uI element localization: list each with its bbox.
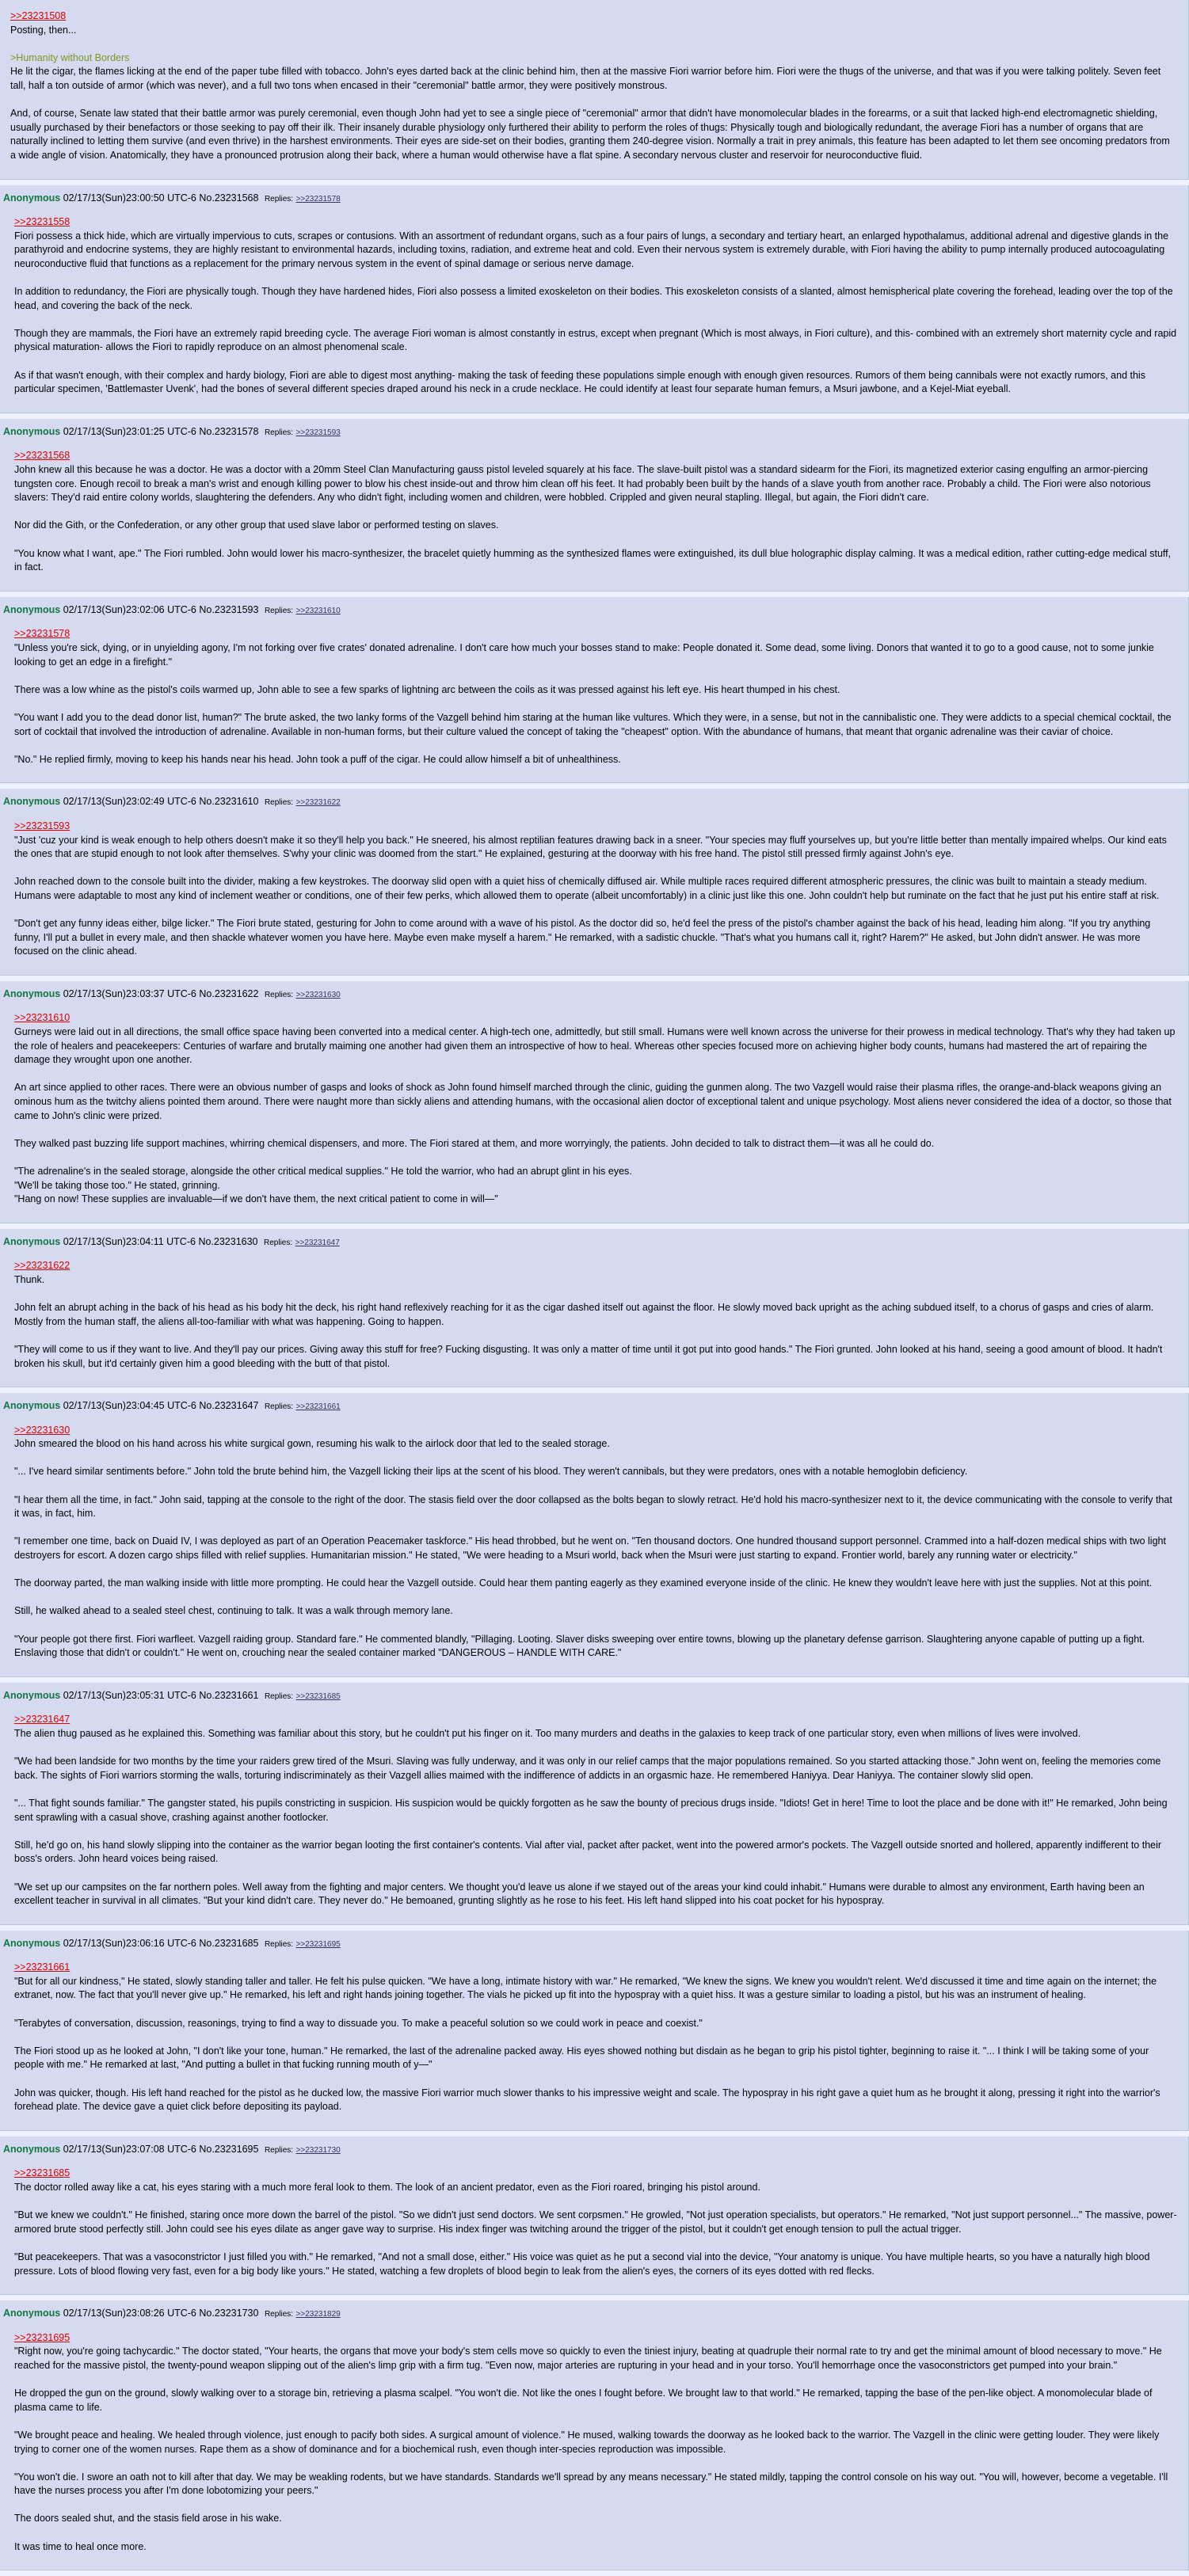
post — [0, 1229, 1189, 1387]
post-datetime: 02/17/13(Sun)23:04:45 UTC-6 — [63, 1400, 196, 1412]
post-paragraph: The Fiori stood up as he looked at John, "I don't like your tone, human." He remarked, the last of the adrenaline packed away. His eyes showed nothing but disdain as he began to grip his pistol tighter, beginning to raise it. "... I think I will be taking some of your people with me." He remarked at last, "And putting a bullet in that fucking running mouth of y—" — [14, 2045, 1149, 2071]
post-datetime: 02/17/13(Sun)23:03:37 UTC-6 — [63, 987, 196, 999]
post-datetime: 02/17/13(Sun)23:02:06 UTC-6 — [63, 603, 196, 615]
replies-label: Replies: — [264, 1939, 294, 1949]
post-number: No.23231730 — [199, 2308, 259, 2319]
poster-name: Anonymous — [3, 1235, 61, 1247]
post-header — [3, 603, 1177, 618]
post-header — [3, 1399, 1177, 1414]
quote-link[interactable]: >>23231685 — [14, 2167, 71, 2179]
quote-link[interactable]: >>23231661 — [14, 1961, 71, 1973]
replies-label: Replies: — [264, 2310, 294, 2319]
post-paragraph: Gurneys were laid out in all directions, the small office space having been converted into a medical center. A high-tech one, admittedly, but still small. Humans were well known across the universe for their prowess in medical technology. That's why they had taken up the role of healers and peacekeepers: Centuries of warfare and brutally maiming one another had given them an introspective of how to heal. Whereas other species focused more on achieving higher body counts, humans had mastered the art of repairing the damage they wrought upon one another. — [14, 1026, 1176, 1066]
post-line — [14, 2045, 1177, 2072]
post-line — [14, 519, 1177, 533]
post — [0, 981, 1189, 1223]
reply-backlink[interactable]: >>23231593 — [295, 428, 341, 437]
reply-backlink[interactable]: >>23231685 — [295, 1691, 341, 1701]
post-line — [14, 2471, 1177, 2498]
post-line — [14, 1081, 1177, 1123]
post-line — [14, 1301, 1177, 1329]
post-paragraph: Fiori possess a thick hide, which are virtually impervious to cuts, scrapes or contusions. With an assortment of redundant organs, such as a four pairs of lungs, a secondary and tertiary heart, an enlarged hypothalamus, additional adrenal and digestive glands in the parathyroid and endocrine systems, they are highly resistant to environmental hazards, including toxins, radiation, and extreme heat and cold. Even their nervous system is extremely durable, with Fiori having the ability to pump internally produced autocoagulating neuroconductive fluid that functions as a replacement for the primary nervous system in the event of spinal damage or serious nerve damage. — [14, 230, 1169, 269]
post-line — [14, 1604, 1177, 1619]
replies-label: Replies: — [264, 606, 294, 615]
post-line — [14, 1259, 1177, 1273]
post-line — [14, 547, 1177, 575]
post-line — [10, 65, 1177, 93]
post-line — [14, 1165, 1177, 1179]
quote-link[interactable]: >>23231578 — [14, 628, 71, 640]
post-line — [14, 1424, 1177, 1438]
poster-name: Anonymous — [3, 603, 61, 615]
post-paragraph: "Unless you're sick, dying, or in unyielding agony, I'm not forking over five crates' donated adrenaline. I don't care how much your bosses stand to make: People donated it. Some dead, some living. Donors that wanted it to go to a good cause, not to some junkie looking to get an edge in a firefight." — [14, 641, 1154, 668]
reply-backlink[interactable]: >>23231630 — [295, 990, 341, 999]
post-paragraph: An art since applied to other races. There were an obvious number of gasps and looks of shock as John found himself marched through the clinic, guiding the gunmen along. The two Vazgell would raise their plasma rifles, the orange-and-black weapons giving an ominous hum as the twitchy aliens pointed them around. There were naught more than sickly aliens and attending humans, with the occasional alien doctor of exceptional talent and unique psychology. Most aliens never considered the idea of a doctor, so those that came to John's clinic were prized. — [14, 1082, 1172, 1121]
post-header — [3, 987, 1177, 1003]
post-line — [14, 1881, 1177, 1908]
reply-backlink[interactable]: >>23231695 — [295, 1939, 341, 1949]
post-line — [14, 820, 1177, 834]
poster-name: Anonymous — [3, 1400, 61, 1412]
post-line — [14, 1193, 1177, 1207]
reply-backlink[interactable]: >>23231829 — [295, 2310, 341, 2319]
post-line — [14, 1961, 1177, 1975]
post-line — [14, 1797, 1177, 1825]
post-paragraph: "But peacekeepers. That was a vasoconstrictor I just filled you with." He remarked, "And not a small dose, either." His voice was quiet as he put a second vial into the device, "Your anatomy is unique. You have multiple hearts, so you have a naturally high blood pressure. Lots of blood flowing very fast, even for a big body like yours." He stated, watching a few droplets of blood begin to leak from the alien's eyes, the corners of its eyes dotted with red flecks. — [14, 2251, 1150, 2277]
replies-label: Replies: — [264, 990, 294, 999]
post-line — [14, 683, 1177, 698]
post-paragraph: "We had been landside for two months by the time your raiders grew tired of the Msuri. Slaving was fully underway, and it was only in our relief camps that the major populations remained. So you started attacking those." John went on, feeling the memories come back. The sights of Fiori warriors storming the walls, torturing indiscriminately as their Vazgell allies maimed with the indifference of addicts in an orgasmic haze. He remembered Haniyya. Dear Haniyya. The container slowly slid open. — [14, 1756, 1161, 1781]
post-paragraph: Still, he walked ahead to a sealed steel chest, continuing to talk. It was a walk through memory lane. — [14, 1605, 453, 1617]
replies-label: Replies: — [264, 194, 294, 204]
post — [0, 789, 1189, 976]
post-paragraph: "The adrenaline's in the sealed storage, alongside the other critical medical supplies." He told the warrior, who had an abrupt glint in his eyes. — [14, 1165, 632, 1177]
post-line — [14, 2251, 1177, 2278]
post-datetime: 02/17/13(Sun)23:02:49 UTC-6 — [63, 796, 196, 808]
quote-link[interactable]: >>23231508 — [10, 10, 67, 21]
poster-name: Anonymous — [3, 2308, 61, 2319]
post-line — [10, 10, 1177, 24]
post-paragraph: "Terabytes of conversation, discussion, reasonings, trying to find a way to dissuade you. To make a peaceful solution so we could work in peace and coexist." — [14, 2017, 703, 2029]
post-line — [14, 2167, 1177, 2181]
post-number: No.23231578 — [199, 425, 259, 437]
post-header — [3, 1689, 1177, 1704]
post — [0, 0, 1189, 180]
post-paragraph: Thunk. — [14, 1273, 45, 1285]
post-line — [14, 2387, 1177, 2414]
post-number: No.23231630 — [198, 1235, 258, 1247]
post-datetime: 02/17/13(Sun)23:05:31 UTC-6 — [63, 1689, 196, 1701]
post-body — [14, 1713, 1177, 1908]
quote-link[interactable]: >>23231610 — [14, 1012, 71, 1024]
post-line — [14, 1025, 1177, 1067]
post — [0, 1931, 1189, 2131]
replies-label: Replies: — [264, 1691, 294, 1701]
post-line — [14, 875, 1177, 903]
post-line — [14, 1577, 1177, 1591]
post-line — [14, 711, 1177, 739]
post-line — [14, 1465, 1177, 1479]
post-line — [10, 107, 1177, 162]
post-paragraph: "But for all our kindness," He stated, slowly standing taller and taller. He felt his pulse quicken. "We have a long, intimate history with war." He remarked, "We knew the signs. We knew you wouldn't relent. We'd discussed it time and time again on the internet; the extranet, now. The fact that you'll never give up." He remarked, his left and right hands joining together. The vials he picked up fit into the hypospray with a quiet hiss. It was a gesture similar to loading a pistol, but his was an instrument of healing. — [14, 1975, 1157, 2001]
post-paragraph: Posting, then... — [10, 24, 77, 36]
post-datetime: 02/17/13(Sun)23:00:50 UTC-6 — [63, 192, 196, 204]
post-line — [14, 1343, 1177, 1371]
post-header — [3, 795, 1177, 810]
reply-backlink[interactable]: >>23231610 — [295, 606, 341, 615]
poster-name: Anonymous — [3, 2143, 61, 2155]
post-header — [3, 425, 1177, 440]
post-line — [10, 51, 1177, 66]
post — [0, 1393, 1189, 1677]
post-body — [14, 1424, 1177, 1661]
post-line — [14, 834, 1177, 862]
post-line — [14, 627, 1177, 641]
post-line — [14, 1437, 1177, 1452]
post-paragraph: Though they are mammals, the Fiori have an extremely rapid breeding cycle. The average Fiori woman is almost constantly in estrus, except when pregnant (Which is most always, in Fiori culture), and this- combined with an extremely short maternity cycle and rapid physical maturation- allows the Fiori to rapidly reproduce on an almost phenomenal scale. — [14, 327, 1177, 353]
post-line — [14, 2331, 1177, 2346]
reply-backlink[interactable]: >>23231730 — [295, 2145, 341, 2155]
post-body — [14, 449, 1177, 574]
post-line — [14, 2087, 1177, 2114]
post-datetime: 02/17/13(Sun)23:08:26 UTC-6 — [63, 2308, 196, 2319]
post-datetime: 02/17/13(Sun)23:07:08 UTC-6 — [63, 2143, 196, 2155]
post-line — [14, 641, 1177, 669]
post-line — [14, 1273, 1177, 1288]
post-paragraph: The doors sealed shut, and the stasis field arose in his wake. — [14, 2513, 282, 2525]
post-line — [14, 1493, 1177, 1521]
post-paragraph: "You won't die. I swore an oath not to kill after that day. We may be weakling rodents, but we have standards. Standards we'll spread by any means necessary." He stated mildly, tapping the control console on his way out. "You will, however, become a vegetable. I'll have the nurses process you after I'm done lobotomizing your peers." — [14, 2471, 1168, 2497]
poster-name: Anonymous — [3, 192, 61, 204]
post-paragraph: The alien thug paused as he explained this. Something was familiar about this story, but he couldn't put his finger on it. Too many murders and deaths in the galaxies to keep track of one particular story, even when millions of lives were involved. — [14, 1727, 1081, 1739]
post-header — [3, 2143, 1177, 2158]
post-paragraph: It was time to heal once more. — [14, 2540, 147, 2552]
post-paragraph: "We set up our campsites on the far northern poles. Well away from the fighting and major centers. We thought you'd leave us alone if we stayed out of the areas your kind could inhabit." Humans were durable to almost any environment, Earth having been an excellent teacher in survival in all climates. "But your kind didn't care. They never do." He bemoaned, grunting slightly as he rose to his feet. His left hand slipped into his coat pocket for his hypospray. — [14, 1881, 1145, 1907]
post-paragraph: He dropped the gun on the ground, slowly walking over to a storage bin, retrieving a plasma scalpel. "You won't die. Not like the ones I fought before. We brought law to that world." He remarked, tapping the base of the pen-like object. A monomolecular blade of plasma came to life. — [14, 2388, 1153, 2413]
post-paragraph: "Don't get any funny ideas either, bilge licker." The Fiori brute stated, gesturing for John to come around with a wave of his pistol. As the doctor did so, he'd feel the press of the pistol's chamber against the back of his head, leading him along. "If you try anything funny, I'll put a bullet in every male, and then shackle whatever women you have here. Maybe even make myself a harem." He remarked, with a sadistic chuckle. "That's what you humans call it, right? Harem?" He asked, but John didn't answer. He was more focused on the clinic ahead. — [14, 918, 1151, 957]
post-line — [14, 2181, 1177, 2195]
post-number: No.23231647 — [199, 1400, 259, 1412]
post-number: No.23231610 — [199, 796, 259, 808]
greentext-line: >Humanity without Borders — [10, 51, 130, 63]
post-paragraph: "They will come to us if they want to live. And they'll pay our prices. Giving away this stuff for free? Fucking disgusting. It was only a matter of time until it got put into good hands." The Fiori grunted. John looked at his hand, seeing a good amount of blood. It hadn't broken his skull, but it'd certainly given him a good bleeding with the butt of that pistol. — [14, 1343, 1163, 1369]
post-paragraph: "Hang on now! These supplies are invaluable—if we don't have them, the next critical patient to come in will—" — [14, 1193, 498, 1205]
post-line — [14, 230, 1177, 272]
post-paragraph: "But we knew we couldn't." He finished, staring once more down the barrel of the pistol. "So we didn't just send doctors. We sent corpsmen." He growled, "Not just operation specialists, but operators." He remarked, "Not just support personnel..." The massive, power-armored brute stood perfectly still. John could see his eyes dilate as anger gave way to surprise. His index finger was twitching around the trigger of the pistol, but it couldn't get enough tension to pull the actual trigger. — [14, 2209, 1177, 2235]
quote-link[interactable]: >>23231622 — [14, 1260, 71, 1272]
post-paragraph: John smeared the blood on his hand across his white surgical gown, resuming his walk to the airlock door that led to the sealed storage. — [14, 1438, 610, 1450]
post-paragraph: John felt an abrupt aching in the back of his head as his body hit the deck, his right hand reflexively reaching for it as the cigar dashed itself out against the floor. He slowly moved back upright as the aching subdued itself, to a chorus of gasps and cries of alarm. Mostly from the human staff, the aliens all-too-familiar with what was happening. Going to happen. — [14, 1302, 1154, 1327]
post-line — [14, 369, 1177, 397]
post-paragraph: There was a low whine as the pistol's coils warmed up, John able to see a few sparks of lightning arc between the coils as it was pressed against his left eye. His heart thumped in his chest. — [14, 683, 840, 695]
post-paragraph: "No." He replied firmly, moving to keep his hands near his head. John took a puff of the cigar. He could allow himself a bit of unhealthiness. — [14, 753, 621, 765]
replies-label: Replies: — [264, 1238, 293, 1247]
post-number: No.23231695 — [199, 2143, 259, 2155]
post-line — [14, 753, 1177, 767]
post-line — [14, 1137, 1177, 1151]
post-line — [14, 2209, 1177, 2236]
poster-name: Anonymous — [3, 987, 61, 999]
reply-backlink[interactable]: >>23231661 — [295, 1402, 341, 1412]
post-header — [3, 1235, 1177, 1250]
post-paragraph: The doorway parted, the man walking inside with little more prompting. He could hear the Vazgell outside. Could hear them panting eagerly as they examined everyone inside of the clinic. He knew they wouldn't leave here with just the supplies. Not at this point. — [14, 1577, 1153, 1589]
post-body — [14, 1259, 1177, 1371]
post-number: No.23231661 — [199, 1689, 259, 1701]
post-line — [10, 24, 1177, 38]
post-paragraph: And, of course, Senate law stated that their battle armor was purely ceremonial, even though John had yet to see a single piece of "ceremonial" armor that didn't have monomolecular blades in the forearms, or a suit that lacked high-end electromagnetic shielding, usually purchased by their benefactors or those seeking to pay off their ilk. Their insanely durable physiology only furthered their ability to perform the roles of thugs: Physically tough and biologically redundant, the average Fiori has a number of organs that are naturally inclined to letting them survive (and even thrive) in the harshest environments. Their eyes are side-set on their bodies, granting them 240-degree vision. Normally a trait in prey animals, this feature has been adapted to let them see oncoming predators from a wide angle of vision. Anatomically, they have a pronounced protrusion along their back, where a human would otherwise have a flat spine. A secondary nervous cluster and reservoir for neuroconductive fluid. — [10, 108, 1170, 161]
replies-label: Replies: — [264, 2145, 294, 2155]
post-paragraph: "Just 'cuz your kind is weak enough to help others doesn't make it so they'll help you back." He sneered, his almost reptilian features drawing back in a sneer. "Your species may fluff yourselves up, but you're little better than mentally impaired whelps. Our kind eats the ones that are stupid enough to not look after themselves. S'why your clinic was doomed from the start." He explained, gesturing at the doorway with his free hand. The pistol still pressed firmly against John's eye. — [14, 834, 1167, 860]
post-body — [14, 1961, 1177, 2114]
post-paragraph: He lit the cigar, the flames licking at the end of the paper tube filled with tobacco. John's eyes darted back at the clinic behind him, then at the massive Fiori warrior before him. Fiori were the thugs of the universe, and that was if you were talking politely. Seven feet tall, half a ton outside of armor (which was never), and a full two tons when encased in their "ceremonial" battle armor, they were positively monstrous. — [10, 66, 1161, 91]
post-paragraph: "We brought peace and healing. We healed through violence, just enough to pacify both sides. A surgical amount of violence." He mused, walking towards the doorway as he looked back to the warrior. The Vazgell in the clinic were getting louder. They were likely trying to corner one of the women nurses. Rape them as a show of dominance and for a biochemical rush, even though inter-species reproduction was impossible. — [14, 2429, 1160, 2455]
poster-name: Anonymous — [3, 425, 61, 437]
quote-link[interactable]: >>23231593 — [14, 820, 71, 831]
reply-backlink[interactable]: >>23231647 — [295, 1238, 340, 1247]
poster-name: Anonymous — [3, 1937, 61, 1949]
post — [0, 419, 1189, 592]
post-number: No.23231593 — [199, 603, 259, 615]
post-line — [14, 285, 1177, 313]
quote-link[interactable]: >>23231558 — [14, 216, 71, 228]
post-paragraph: In addition to redundancy, the Fiori are physically tough. Though they have hardened hides, Fiori also possess a limited exoskeleton on their bodies. This exoskeleton consists of a slanted, almost hemispherical plate covering the forehead, leading over the top of the head, and covering the back of the neck. — [14, 286, 1173, 311]
post-paragraph: John knew all this because he was a doctor. He was a doctor with a 20mm Steel Clan Manufacturing gauss pistol leveled squarely at his face. The slave-built pistol was a standard sidearm for the Fiori, its magnetized exterior casing engulfing an armor-piercing tungsten core. Enough recoil to break a man's wrist and enough killing power to blow his chest inside-out and throw him clean off his feet. It had probably been built by the hands of a slave youth from another race. Probably a child. The Fiori were also notorious slavers: They'd raid entire colony worlds, slaughtering the defenders. Any who didn't fight, including women and children, were hobbled. Crippled and given neural stapling. Illegal, but again, the Fiori didn't care. — [14, 464, 1151, 504]
post-line — [14, 2429, 1177, 2456]
post-paragraph: "... That fight sounds familiar." The gangster stated, his pupils constricting in suspicion. His suspicion would be quickly forgotten as he saw the bounty of precious drugs inside. "Idiots! Get in here! Time to loot the place and be done with it!" He remarked, John being sent sprawling with a casual shove, crashing against another footlocker. — [14, 1797, 1168, 1823]
poster-name: Anonymous — [3, 1689, 61, 1701]
post-line — [14, 1755, 1177, 1783]
post-line — [14, 2540, 1177, 2555]
post-body — [14, 2167, 1177, 2278]
post-paragraph: "You want I add you to the dead donor list, human?" The brute asked, the two lanky forms of the Vazgell behind him staring at the human like vultures. Which they were, in a sense, but not in the cannibalistic one. They were addicts to a special chemical cocktail, the sort of cocktail that involved the introduction of adrenaline. Available in non-human forms, but their culture valued the concept of taking the "cheapest" option. With the abundance of humans, that meant that organic adrenaline was their caviar of choice. — [14, 711, 1172, 737]
post-line — [14, 1727, 1177, 1741]
post-line — [14, 1713, 1177, 1727]
post-paragraph: The doctor rolled away like a cat, his eyes staring with a much more feral look to them. The look of an ancient predator, even as the Fiori roared, bringing his pistol around. — [14, 2182, 760, 2193]
quote-link[interactable]: >>23231695 — [14, 2331, 71, 2343]
post-line — [14, 1839, 1177, 1866]
post-line — [14, 449, 1177, 463]
post-paragraph: John was quicker, though. His left hand reached for the pistol as he ducked low, the massive Fiori warrior much slower thanks to his impressive weight and scale. The hypospray in his right gave a quiet hum as he brought it along, pressing it right into the warrior's forehead plate. The device gave a quiet click before depositing its payload. — [14, 2087, 1160, 2113]
post-paragraph: "We'll be taking those too." He stated, grinning. — [14, 1179, 220, 1191]
post-paragraph: "I hear them all the time, in fact." John said, tapping at the console to the right of the door. The stasis field over the door collapsed as the bolts began to slowly retract. He'd hold his macro-synthesizer next to it, the device communicating with the console to verify that it was, in fact, him. — [14, 1493, 1172, 1520]
post-paragraph: "Your people got there first. Fiori warfleet. Vazgell raiding group. Standard fare." He commented blandly, "Pillaging. Looting. Slaver disks sweeping over entire towns, blowing up the planetary defense garrison. Slaughtering anyone capable of putting up a fight. Enslaving those that didn't or couldn't." He went on, crouching near the sealed container marked "DANGEROUS – HANDLE WITH CARE." — [14, 1633, 1145, 1659]
post-paragraph: Nor did the Gith, or the Confederation, or any other group that used slave labor or performed testing on slaves. — [14, 519, 499, 531]
replies-label: Replies: — [264, 1402, 294, 1412]
post — [0, 1683, 1189, 1925]
post — [0, 2137, 1189, 2295]
post-line — [14, 917, 1177, 959]
post-header — [3, 2307, 1177, 2322]
post-datetime: 02/17/13(Sun)23:06:16 UTC-6 — [63, 1937, 196, 1949]
post-line — [14, 2017, 1177, 2031]
post-body — [14, 1011, 1177, 1206]
post-datetime: 02/17/13(Sun)23:04:11 UTC-6 — [63, 1235, 196, 1247]
post-body — [14, 627, 1177, 767]
post — [0, 597, 1189, 784]
post-paragraph: They walked past buzzing life support machines, whirring chemical dispensers, and more. The Fiori stared at them, and more worryingly, the patients. John decided to talk to distract them—it was all he could do. — [14, 1137, 935, 1149]
replies-label: Replies: — [264, 428, 294, 437]
post-paragraph: "You know what I want, ape." The Fiori rumbled. John would lower his macro-synthesizer, the bracelet quietly humming as the synthesized flames were extinguished, its dull blue holographic display calming. It was a medical edition, rather cutting-edge medical stuff, in fact. — [14, 547, 1172, 573]
post-paragraph: As if that wasn't enough, with their complex and hardy biology, Fiori are able to digest most anything- making the task of feeding these populations simple enough with enough given resources. Rumors of them being cannibals were not exactly rumors, and this particular specimen, 'Battlemaster Uvenk', had the bones of several different species draped around his neck in a crude necklace. He could identify at least four separate human femurs, a Msuri jawbone, and a Kejel-Miat eyeball. — [14, 369, 1145, 395]
post-line — [14, 2345, 1177, 2372]
post — [0, 185, 1189, 413]
post-paragraph: "Right now, you're going tachycardic." The doctor stated, "Your hearts, the organs that move your body's stem cells move so quickly to even the tiniest injury, beating at quadruple their normal rate to try and get the minimal amount of blood necessary to move." He reached for the massive pistol, the twenty-pound weapon slipping out of the alien's limp grip with a firm tug. "Even now, major arteries are rupturing in your head and in your torso. You'll hemorrhage once the vasoconstrictors get pumped into your brain." — [14, 2346, 1162, 2371]
post-header — [3, 1937, 1177, 1952]
post-line — [14, 1975, 1177, 2003]
post-number: No.23231685 — [199, 1937, 259, 1949]
quote-link[interactable]: >>23231630 — [14, 1424, 71, 1436]
post-line — [14, 1011, 1177, 1025]
poster-name: Anonymous — [3, 796, 61, 808]
post-line — [14, 1535, 1177, 1562]
post-line — [14, 1633, 1177, 1661]
post-body — [14, 215, 1177, 397]
post-paragraph: "I remember one time, back on Duaid IV, I was deployed as part of an Operation Peacemaker taskforce." His head throbbed, but he went on. "Ten thousand doctors. One hundred thousand support personnel. Crammed into a half-dozen medical ships with two light destroyers for escort. A dozen cargo ships filled with relief supplies. Humanitarian mission." He stated, "We were heading to a Msuri world, back when the Msuri were just starting to expand. Frontier world, barely any running water or electricity." — [14, 1535, 1166, 1562]
replies-label: Replies: — [264, 798, 294, 808]
post-datetime: 02/17/13(Sun)23:01:25 UTC-6 — [63, 425, 196, 437]
post-number: No.23231622 — [199, 987, 259, 999]
quote-link[interactable]: >>23231568 — [14, 450, 71, 462]
post — [0, 2300, 1189, 2570]
post-paragraph: "... I've heard similar sentiments before." John told the brute behind him, the Vazgell licking their lips at the scent of his blood. They weren't cannibals, but they were predators, ones with a notable hemoglobin deficiency. — [14, 1466, 968, 1478]
post-body — [14, 2331, 1177, 2555]
reply-backlink[interactable]: >>23231578 — [295, 194, 341, 204]
post-paragraph: John reached down to the console built into the divider, making a few keystrokes. The doorway slid open with a quiet hiss of chemically diffused air. While multiple races required different atmospheric pressures, the clinic was built to maintain a steady medium. Humans were adaptable to most any kind of inclement weather or conditions, one of their few perks, which allowed them to operate (albeit uncomfortably) in a clinic just like this one. John couldn't help but ruminate on the fact that he just put his entire staff at risk. — [14, 876, 1160, 901]
post-paragraph: Still, he'd go on, his hand slowly slipping into the container as the warrior began looting the first container's contents. Vial after vial, packet after packet, went into the powered armor's pockets. The Vazgell outside snorted and hollered, apparently indifferent to their boss's orders. John heard voices being raised. — [14, 1839, 1162, 1865]
post-header — [3, 192, 1177, 207]
post-line — [14, 1179, 1177, 1193]
post-body — [10, 10, 1177, 163]
quote-link[interactable]: >>23231647 — [14, 1714, 71, 1726]
post-body — [14, 820, 1177, 959]
post-line — [14, 327, 1177, 355]
reply-backlink[interactable]: >>23231622 — [295, 798, 341, 808]
post-line — [14, 2512, 1177, 2526]
post-line — [14, 215, 1177, 230]
post-line — [14, 463, 1177, 505]
post-number: No.23231568 — [199, 192, 259, 204]
